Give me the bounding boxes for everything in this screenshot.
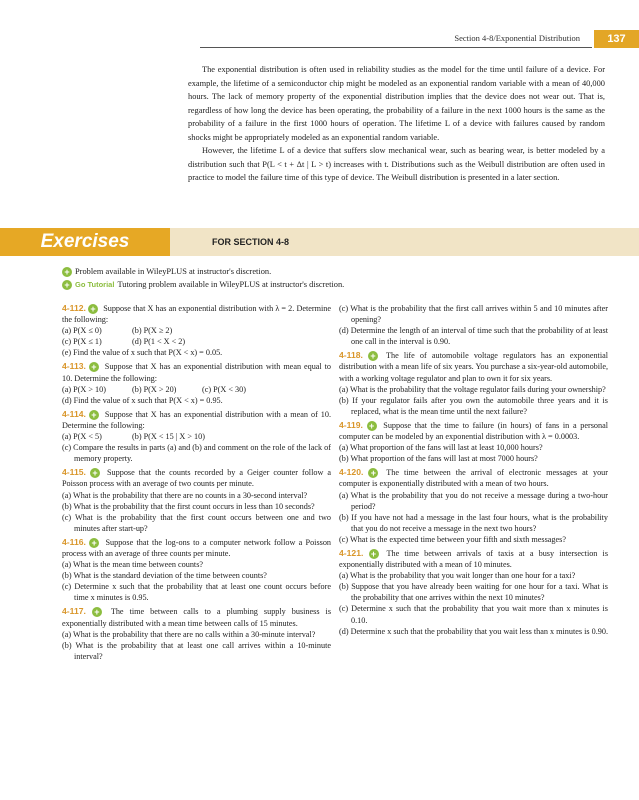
part-d: (d) Determine the length of an interval of time such that the probability of at least one call in the interval is 0.90. bbox=[339, 326, 608, 347]
plus-icon: + bbox=[368, 351, 378, 361]
exercise-number: 4-114. bbox=[62, 408, 86, 419]
exercise-text: The time between arrivals of taxis at a busy intersection is exponentially distributed with a mean of 10 minutes. bbox=[339, 548, 609, 570]
exercise-4-114 bbox=[62, 409, 331, 464]
part-a: (a) What is the probability that there are no calls within a 30-minute interval? bbox=[62, 629, 316, 639]
part-b: (b) If you have not had a message in the last four hours, what is the probability that you do not receive a message in the next two hours? bbox=[339, 512, 608, 533]
legend-go-tutorial bbox=[62, 279, 362, 291]
part-b: (b) Suppose that you have already been waiting for one hour for a taxi. What is the probability that one arrives within the next 10 minutes? bbox=[339, 582, 608, 603]
exercise-number: 4-112. bbox=[62, 303, 86, 313]
exercise-number: 4-115. bbox=[62, 467, 86, 478]
plus-icon: + bbox=[369, 549, 379, 559]
plus-icon: + bbox=[62, 267, 72, 277]
exercise-text: The time between the arrival of electronic messages at your computer is exponentially distributed with a mean of two hours. bbox=[339, 468, 609, 489]
plus-icon: + bbox=[62, 280, 72, 290]
part-a: (a) P(X < 5) bbox=[62, 432, 102, 442]
running-title: Section 4-8/Exponential Distribution bbox=[454, 33, 580, 43]
left-column bbox=[62, 303, 331, 665]
part-c: (c) Compare the results in parts (a) and (b) and comment on the role of the lack of memory property. bbox=[62, 443, 331, 464]
part-a: (a) What proportion of the fans will last at least 10,000 hours? bbox=[339, 443, 543, 453]
exercise-text: Suppose that X has an exponential distribution with mean equal to 10. Determine the following: bbox=[62, 362, 332, 383]
exercise-4-121 bbox=[339, 548, 608, 637]
intro-text bbox=[188, 63, 605, 185]
legend-go-text: Tutoring problem available in WileyPLUS at instructor's discretion. bbox=[117, 280, 345, 289]
part-a: (a) P(X > 10) bbox=[62, 384, 106, 394]
part-c: (c) What is the probability that the first count occurs between one and two minutes after start-up? bbox=[62, 512, 331, 533]
plus-icon: + bbox=[92, 607, 102, 617]
exercise-4-119 bbox=[339, 420, 608, 464]
exercise-4-117 bbox=[62, 606, 331, 661]
part-c: (c) P(X ≤ 1) bbox=[62, 337, 102, 347]
exercise-text: The life of automobile voltage regulators has an exponential distribution with a mean life of six years. You purchase a six-year-old automobile, with a working voltage regulator and plan to own it for six years. bbox=[339, 351, 609, 383]
part-b: (b) What proportion of the fans will last at most 7000 hours? bbox=[339, 454, 538, 464]
header-rule bbox=[200, 47, 592, 48]
exercise-number: 4-113. bbox=[62, 361, 86, 372]
part-b: (b) P(X < 15 | X > 10) bbox=[132, 432, 205, 442]
part-c: (c) P(X < 30) bbox=[202, 384, 246, 394]
intro-paragraph-1: The exponential distribution is often used in reliability studies as the model for the time until failure of a device. For example, the lifetime of a semiconductor chip might be modeled as an exponential random variable with a mean of 40,000 hours. The lack of memory property of the exponential distribution implies that the device does not wear out. That is, regardless of how long the device has been operating, the probability of a failure in the next 1000 hours is the same as the probability of a failure in the first 1000 hours of operation. The lifetime L of a device with failures caused by random shocks might be appropriately modeled as an exponential random variable. bbox=[188, 65, 605, 142]
section-label: FOR SECTION 4-8 bbox=[212, 237, 290, 247]
exercise-4-112 bbox=[62, 303, 331, 358]
exercise-4-120 bbox=[339, 467, 608, 545]
exercise-text: Suppose that the counts recorded by a Geiger counter follow a Poisson process with an average of two counts per minute. bbox=[62, 468, 332, 489]
part-a: (a) What is the mean time between counts? bbox=[62, 560, 204, 570]
part-b: (b) If your regulator fails after you own the automobile three years and it is replaced, what is the mean time until the next failure? bbox=[339, 395, 608, 416]
part-a: (a) P(X ≤ 0) bbox=[62, 326, 102, 336]
exercises-title: Exercises bbox=[40, 231, 130, 252]
part-b: (b) What is the probability that at least one call arrives within a 10-minute interval? bbox=[62, 640, 331, 661]
part-c: (c) Determine x such that the probability that you wait more than x minutes is 0.10. bbox=[339, 604, 608, 625]
exercise-number: 4-120. bbox=[339, 467, 364, 478]
exercise-number: 4-119. bbox=[339, 419, 363, 430]
plus-icon: + bbox=[89, 538, 99, 548]
part-d: (d) P(1 < X < 2) bbox=[132, 337, 186, 347]
exercise-4-117-continued bbox=[339, 303, 608, 347]
part-d: (d) Determine x such that the probability that you wait less than x minutes is 0.90. bbox=[339, 626, 609, 636]
legend-wileyplus-text: Problem available in WileyPLUS at instructor's discretion. bbox=[75, 267, 272, 276]
part-a: (a) What is the probability that you do not receive a message during a two-hour period? bbox=[339, 490, 608, 511]
go-tutorial-label: Go Tutorial bbox=[75, 280, 115, 289]
plus-icon: + bbox=[88, 304, 98, 314]
exercise-4-115 bbox=[62, 467, 331, 534]
part-a: (a) What is the probability that there are no counts in a 30-second interval? bbox=[62, 490, 308, 500]
exercise-number: 4-117. bbox=[62, 606, 86, 617]
part-a: (a) What is the probability that you wait longer than one hour for a taxi? bbox=[339, 571, 576, 581]
exercise-text: Suppose that the time to failure (in hours) of fans in a personal computer can be modeled by an exponential distribution with λ = 0.0003. bbox=[339, 420, 609, 442]
exercise-text: The time between calls to a plumbing supply business is exponentially distributed with a mean time between calls of 15 minutes. bbox=[62, 607, 332, 628]
exercise-text: Suppose that X has an exponential distribution with a mean of 10. Determine the following: bbox=[62, 409, 331, 430]
part-c: (c) Determine x such that the probability that at least one count occurs before time x minutes is 0.95. bbox=[62, 582, 331, 603]
plus-icon: + bbox=[90, 468, 100, 478]
part-b: (b) P(X ≥ 2) bbox=[132, 326, 173, 336]
part-b: (b) P(X > 20) bbox=[132, 384, 177, 394]
plus-icon: + bbox=[89, 410, 99, 420]
exercise-text: Suppose that X has an exponential distribution with λ = 2. Determine the following: bbox=[62, 304, 332, 325]
right-column bbox=[339, 303, 608, 640]
part-e: (e) Find the value of x such that P(X < x) = 0.05. bbox=[62, 348, 223, 358]
plus-icon: + bbox=[367, 421, 377, 431]
part-c: (c) What is the expected time between your fifth and sixth messages? bbox=[339, 534, 566, 544]
exercise-4-113 bbox=[62, 361, 331, 405]
plus-icon: + bbox=[368, 468, 378, 478]
exercise-number: 4-116. bbox=[62, 536, 86, 547]
part-b: (b) What is the probability that the first count occurs in less than 10 seconds? bbox=[62, 501, 315, 511]
plus-icon: + bbox=[89, 362, 99, 372]
exercise-4-116 bbox=[62, 537, 331, 604]
legend-wileyplus bbox=[62, 266, 362, 278]
part-b: (b) What is the standard deviation of the time between counts? bbox=[62, 571, 267, 581]
exercise-number: 4-118. bbox=[339, 350, 363, 361]
part-c: (c) What is the probability that the first call arrives within 5 and 10 minutes after opening? bbox=[339, 304, 608, 325]
intro-paragraph-2: However, the lifetime L of a device that suffers slow mechanical wear, such as bearing wear, is better modeled by a distribution such that P(L < t + Δt | L > t) increases with t. Distributions such as the Weibull distribution are often used in practice to model the failure time of this type of device. The Weibull distribution is presented in a later section. bbox=[188, 146, 605, 182]
exercise-text: Suppose that the log-ons to a computer network follow a Poisson process with an average of three counts per minute. bbox=[62, 537, 332, 558]
exercise-4-118 bbox=[339, 350, 608, 417]
part-d: (d) Find the value of x such that P(X < x) = 0.95. bbox=[62, 395, 223, 405]
page-number: 137 bbox=[594, 30, 639, 48]
exercise-number: 4-121. bbox=[339, 547, 364, 558]
part-a: (a) What is the probability that the voltage regulator fails during your ownership? bbox=[339, 384, 606, 394]
